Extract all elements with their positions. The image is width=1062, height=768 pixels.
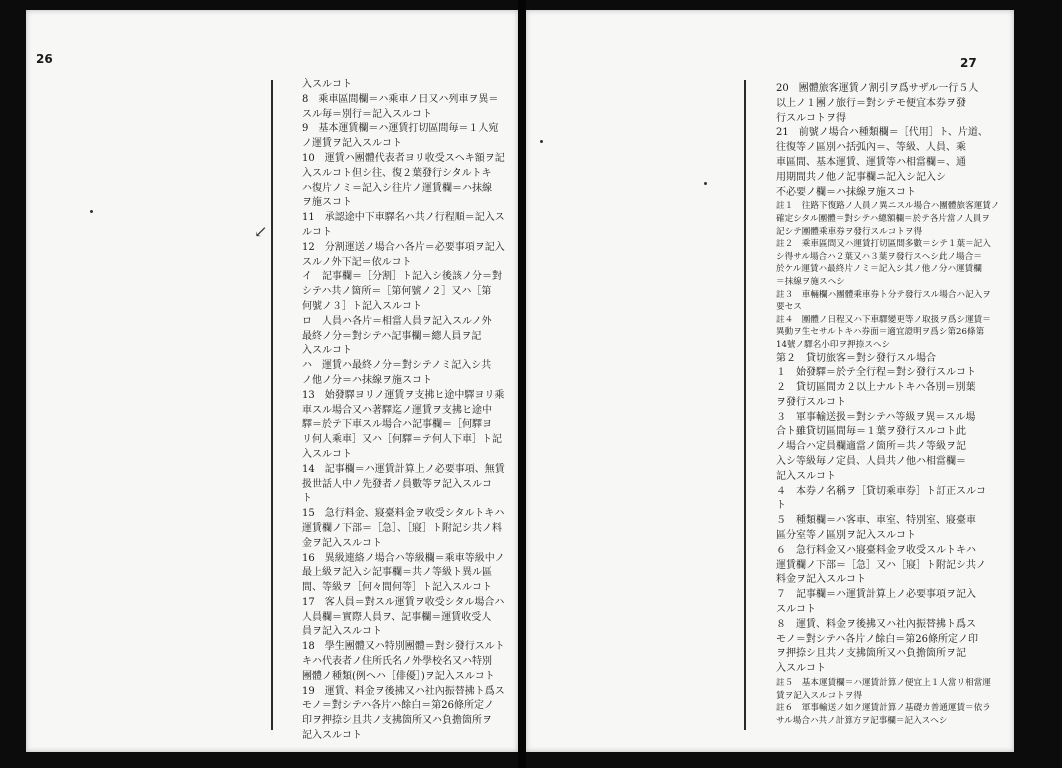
right-page [526, 10, 1014, 752]
text-line: ノ運賃ヲ記入スルコト [302, 138, 402, 150]
note-line: 要セス [776, 302, 802, 313]
section-items [776, 366, 999, 677]
text-line: ２ 貸切區間カ２以上ナルトキハ各別＝別葉 [776, 382, 976, 394]
text-line: モノ＝對シテハ各片ノ餘白＝第26條所定ノ印 [776, 633, 979, 645]
text-line: 運賃欄ノ下部＝［急］、［寢］ト附記シ共ノ料 [302, 522, 502, 534]
note-line: 註３ 車輛欄ハ團體乘車券ト分テ發行スル場合ハ記入ヲ [776, 289, 991, 300]
note-line: 於ケル運賃ハ最終片ノミ＝記入シ其ノ他ノ分ハ運賃欄 [776, 264, 982, 275]
text-line: 驛＝於テ下車スル場合ハ記事欄＝［何驛ヨ [302, 419, 492, 431]
text-line: イ 記事欄＝［分割］ト記入シ後該ノ分＝對 [302, 271, 502, 283]
text-line: 不必要ノ欄＝ハ抹線ヲ施スコト [776, 186, 916, 198]
text-line: 記入スルコト [302, 730, 362, 742]
pencil-mark: ↙ [254, 222, 268, 241]
text-line: 金ヲ記入スルコト [302, 537, 382, 549]
note-line: 註２ 乘車區間又ハ運賃打切區間多數＝シテ１葉＝記入 [776, 239, 991, 250]
text-line: 間、等級ヲ［何々間何等］ト記入スルコト [302, 582, 492, 594]
text-line: １ 始發驛＝於テ全行程＝對シ發行スルコト [776, 367, 976, 379]
text-line: 入スルコト [302, 79, 352, 90]
text-line: スルノ外下記＝依ルコト [302, 256, 412, 268]
text-line: 8 乘車區間欄＝ハ乘車ノ日又ハ列車ヲ異＝ [302, 93, 499, 105]
text-line: モノ＝對シテハ各片ハ餘白＝第26條所定ノ [302, 700, 495, 712]
text-line: 13 始發驛ヨリノ運賃ヲ支拂ヒ途中驛ヨリ乘 [302, 389, 505, 401]
text-line: ハ 運賃ハ最終ノ分＝對シテノミ記入シ共 [302, 360, 492, 372]
text-line: ノ他ノ分＝ハ抹線ヲ施スコト [302, 374, 432, 386]
text-line: 合ト雖貸切區間毎＝１葉ヲ發行スルコト此 [776, 426, 966, 438]
text-line: 料金ヲ記入スルコト [776, 574, 866, 586]
text-line: キハ代表者ノ住所氏名ノ外學校名又ハ特別 [302, 656, 492, 668]
text-line: ト [776, 500, 786, 512]
section-heading: 第２ 貸切旅客＝對シ發行スル場合 [776, 352, 936, 364]
text-line: スルコト [776, 604, 816, 616]
left-page [26, 10, 518, 752]
left-text-column [302, 78, 505, 744]
note-line: 註４ 團體ノ日程又ハ下車驛變更等ノ取扱ヲ爲シ運賃＝ [776, 314, 991, 325]
text-line: 團體ノ種類(例ヘハ［俳優］)ヲ記入スルコト [302, 670, 495, 682]
text-line: 入スルコト [302, 345, 352, 357]
note-line: サル場合ハ共ノ計算方ヲ記事欄＝記入スヘシ [776, 715, 948, 726]
text-line: 14 記事欄＝ハ運賃計算上ノ必要事項、無賃 [302, 463, 505, 475]
text-line: 16 異級連絡ノ場合ハ等級欄＝乘車等級中ノ [302, 552, 505, 564]
text-line: 19 運賃、料金ヲ後拂又ハ社內振替拂ト爲ス [302, 685, 505, 697]
note-line: シ得サル場合ハ２葉又ハ３葉ヲ發行スヘシ此ノ場合＝ [776, 251, 982, 262]
text-line: ルコト [302, 226, 332, 238]
text-line: ノ場合ハ定員欄適當ノ箇所＝共ノ等級ヲ記 [776, 441, 966, 453]
text-line: ハ復片ノミ＝記入シ往片ノ運賃欄＝ハ抹線 [302, 182, 492, 194]
note-line: ＝抹線ヲ施スヘシ [776, 276, 845, 287]
note-line: 14號ノ驛名小印ヲ押捺スヘシ [776, 339, 891, 350]
text-line: ヲ發行スルコト [776, 396, 846, 408]
text-line: 記入スルコト [776, 470, 836, 482]
scan-speck [90, 210, 93, 213]
book-gutter [518, 0, 526, 768]
text-line: 10 運賃ハ團體代表者ヨリ收受スヘキ額ヲ記 [302, 152, 505, 164]
text-line: 何號ノ３］ト記入スルコト [302, 300, 422, 312]
text-line: ３ 軍事輸送扱＝對シテハ等級ヲ異＝スル場 [776, 411, 976, 423]
text-line: 17 客人員＝對スル運賃ヲ收受シタル場合ハ [302, 596, 505, 608]
note-line: 異動ヲ生セサルトキハ券面＝適宜證明ヲ爲シ第26條第 [776, 327, 985, 338]
text-line: ヲ押捺シ且共ノ支拂箇所又ハ負擔箇所ヲ記 [776, 648, 966, 660]
text-line: 12 分割運送ノ場合ハ各片＝必要事項ヲ記入 [302, 241, 505, 253]
text-line: 入スルコト [302, 448, 352, 460]
note-line: 賃ヲ記入スルコトヲ得 [776, 690, 862, 701]
notes-block [776, 200, 999, 351]
text-line: シテハ共ノ箇所＝［第何號ノ２］又ハ［第 [302, 286, 492, 298]
text-line: 18 學生團體又ハ特別團體＝對シ發行スルト [302, 641, 505, 653]
text-line: 入シ等級毎ノ定員、人員共ノ他ハ相當欄＝ [776, 456, 966, 468]
page-number: 27 [960, 56, 977, 70]
text-line: 車區間、基本運賃、運賃等ハ相當欄＝、通 [776, 156, 966, 168]
text-line: 入スルコト [776, 663, 826, 675]
note-line: 註１ 往路下復路ノ人員ノ異ニスル場合ハ團體旅客運賃ノ [776, 201, 1000, 212]
text-line: ト [302, 493, 312, 505]
text-line: 運賃欄ノ下部＝［急］又ハ［寢］ト附記シ共ノ [776, 559, 986, 571]
text-line: 20 團體旅客運賃ノ割引ヲ爲サザル一行５人 [776, 83, 979, 94]
text-line: 區分室等ノ區別ヲ記入スルコト [776, 530, 916, 542]
text-line: ５ 種類欄＝ハ客車、車室、特別室、寢臺車 [776, 515, 976, 527]
text-line: 行スルコトヲ得 [776, 112, 846, 124]
text-line: ヲ施スコト [302, 197, 352, 209]
text-line: 9 基本運賃欄＝ハ運賃打切區間毎＝１人宛 [302, 123, 499, 135]
text-line: 用期間共ノ他ノ記事欄ニ記入シ記入シ [776, 171, 946, 183]
text-line: 入スルコト但シ往、復２葉發行シタルトキ [302, 167, 492, 179]
margin-rule [271, 80, 273, 730]
text-line: 印ヲ押捺シ且共ノ支拂箇所又ハ負擔箇所ヲ [302, 715, 492, 727]
note-line: 記シテ團體乘車券ヲ發行スルコトヲ得 [776, 226, 923, 237]
text-line: スル毎＝別行＝記入スルコト [302, 108, 432, 120]
text-line: 人員欄＝實際人員ヲ、記事欄＝運賃收受人 [302, 611, 492, 623]
page-number: 26 [36, 52, 53, 66]
note-line: 確定シタル團體＝對シテハ總額欄＝於テ各片當ノ人員ヲ [776, 213, 990, 224]
notes-block [776, 677, 999, 727]
text-line: ６ 急行料金又ハ寢臺料金ヲ收受スルトキハ [776, 544, 976, 556]
text-line: 員ヲ記入スルコト [302, 626, 382, 638]
text-line: ７ 記事欄＝ハ運賃計算上ノ必要事項ヲ記入 [776, 589, 976, 601]
text-line: 最終ノ分＝對シテハ記事欄＝總人員ヲ記 [302, 330, 482, 342]
text-line: リ何人乘車］又ハ［何驛＝テ何人下車］ト記 [302, 434, 502, 446]
right-text-column [776, 82, 999, 727]
text-line: 15 急行料金、寢臺料金ヲ收受シタルトキハ [302, 508, 505, 520]
text-line: 11 承認途中下車驛名ハ共ノ行程順＝記入ス [302, 212, 505, 224]
text-line: ４ 本券ノ名稱ヲ［貸切乘車券］ト訂正スルコ [776, 485, 986, 497]
note-line: 註６ 軍事輸送ノ如ク運賃計算ノ基礎カ普通運賃＝依ラ [776, 703, 991, 714]
text-line: 車スル場合又ハ著驛迄ノ運賃ヲ支拂ヒ途中 [302, 404, 492, 416]
text-line: 往復等ノ區別ハ括弧內＝、等級、人員、乘 [776, 142, 966, 154]
scan-speck [704, 182, 707, 185]
margin-rule [744, 80, 746, 730]
text-line: 21 前號ノ場合ハ種類欄＝［代用］ト、片道、 [776, 127, 988, 139]
numbered-items [776, 82, 999, 200]
text-line: ロ 人員ハ各片＝相當人員ヲ記入スルノ外 [302, 315, 492, 327]
scan-speck [540, 140, 543, 143]
text-line: 最上級ヲ記入シ記事欄＝共ノ等級ト異ル區 [302, 567, 492, 579]
text-line: 以上ノ１團ノ旅行＝對シテモ便宜本券ヲ發 [776, 97, 966, 109]
note-line: 註５ 基本運賃欄＝ハ運賃計算ノ便宜上１人當リ相當運 [776, 678, 991, 689]
text-line: 扱世話人中ノ先發者ノ員數等ヲ記入スルコ [302, 478, 492, 490]
text-line: ８ 運賃、料金ヲ後拂又ハ社內振替拂ト爲ス [776, 618, 976, 630]
